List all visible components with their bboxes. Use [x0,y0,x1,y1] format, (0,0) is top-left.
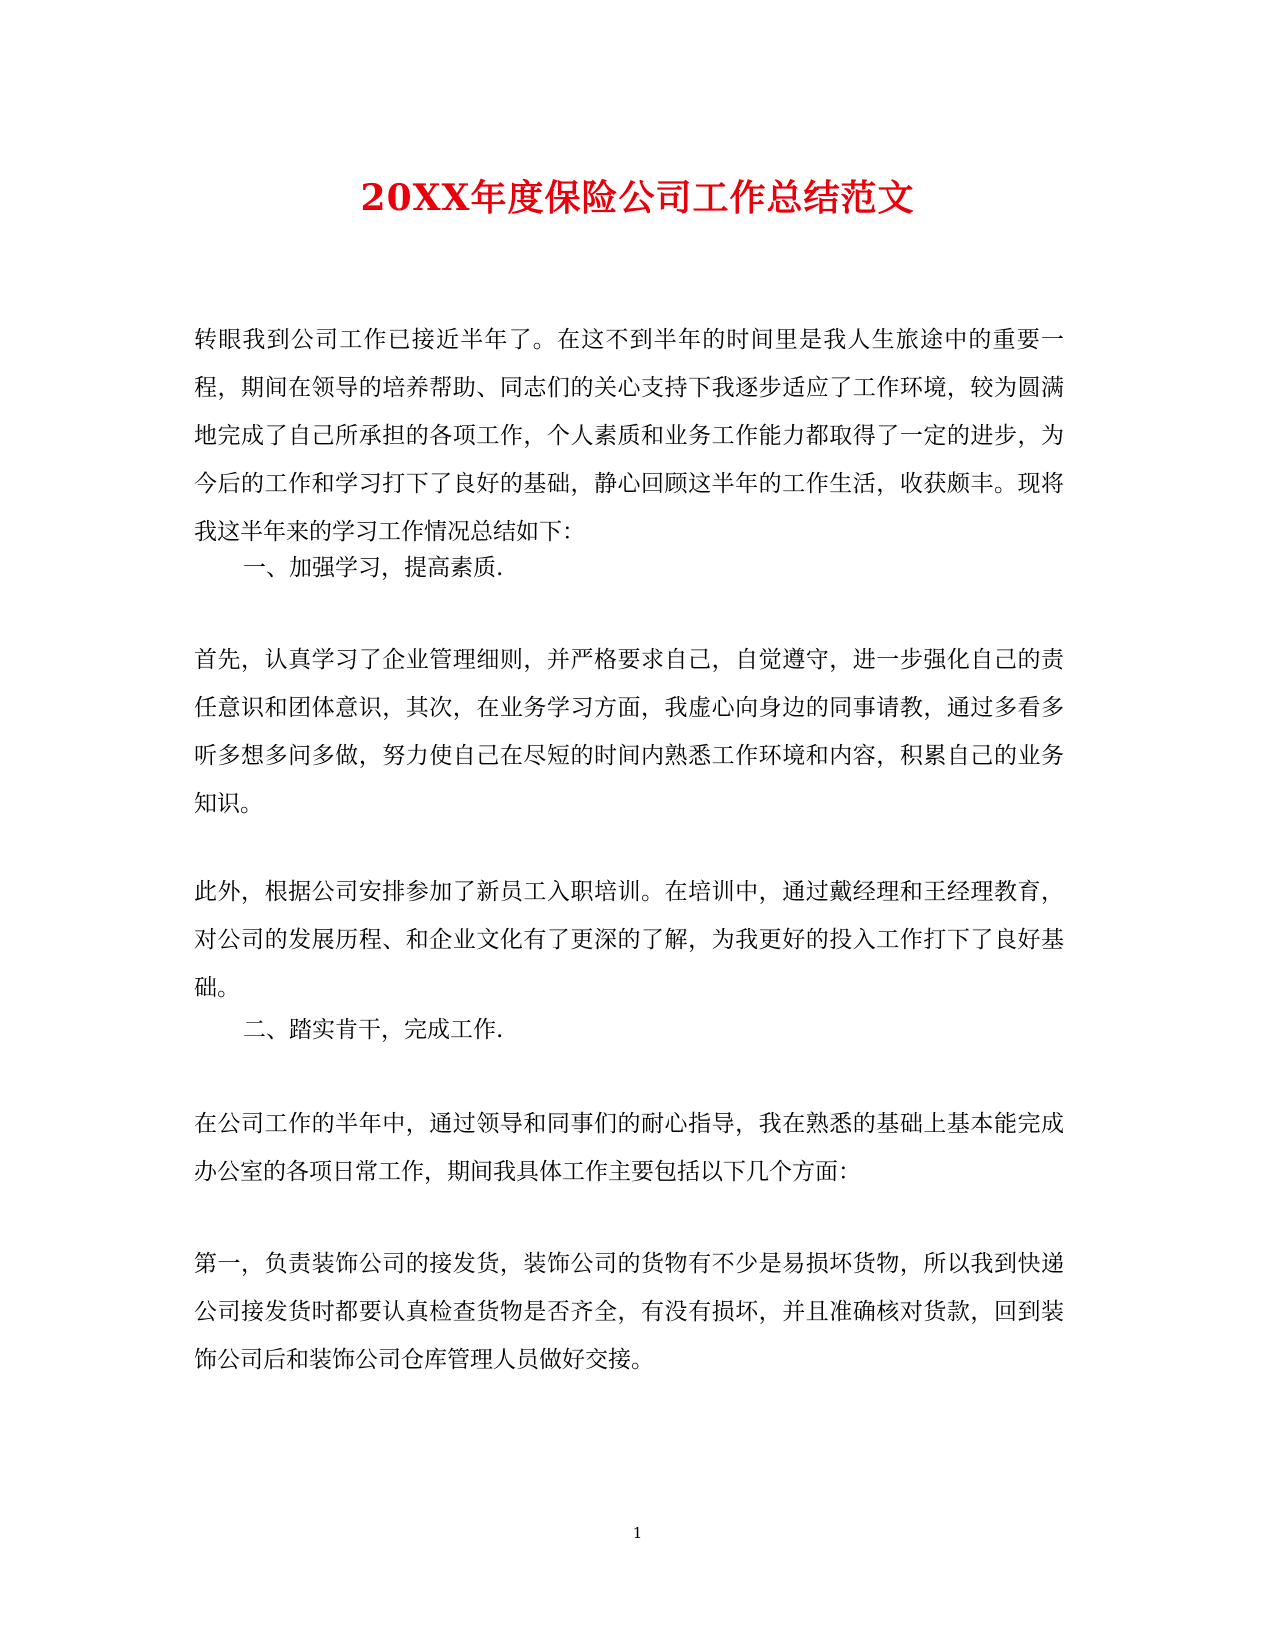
paragraph-4: 第一，负责装饰公司的接发货，装饰公司的货物有不少是易损坏货物，所以我到快递公司接发货时都要认真检查货物是否齐全，有没有损坏，并且准确核对货款，回到装饰公司后和装饰公司仓库管理人员做好交接。 [194,1251,1064,1373]
page-number: 1 [632,1524,643,1542]
document-title: 20XX年度保险公司工作总结范文 [360,177,915,219]
paragraph-intro: 转眼我到公司工作已接近半年了。在这不到半年的时间里是我人生旅途中的重要一程，期间在领导的培养帮助、同志们的关心支持下我逐步适应了工作环境，较为圆满地完成了自己所承担的各项工作，个人素质和业务工作能力都取得了一定的进步，为今后的工作和学习打下了良好的基础，静心回顾这半年的工作生活，收获颇丰。现将我这半年来的学习工作情况总结如下： [194,327,1064,545]
paragraph-3: 在公司工作的半年中，通过领导和同事们的耐心指导，我在熟悉的基础上基本能完成办公室的各项日常工作，期间我具体工作主要包括以下几个方面： [194,1111,1064,1185]
paragraph-2: 此外，根据公司安排参加了新员工入职培训。在培训中，通过戴经理和王经理教育，对公司的发展历程、和企业文化有了更深的了解，为我更好的投入工作打下了良好基础。 [194,879,1064,1001]
section-heading-2: 二、踏实肯干，完成工作. [243,1017,504,1043]
paragraph-1: 首先，认真学习了企业管理细则，并严格要求自己，自觉遵守，进一步强化自己的责任意识和团体意识，其次，在业务学习方面，我虚心向身边的同事请教，通过多看多听多想多问多做，努力使自己在尽短的时间内熟悉工作环境和内容，积累自己的业务知识。 [194,647,1064,817]
section-heading-1: 一、加强学习，提高素质. [243,555,504,581]
